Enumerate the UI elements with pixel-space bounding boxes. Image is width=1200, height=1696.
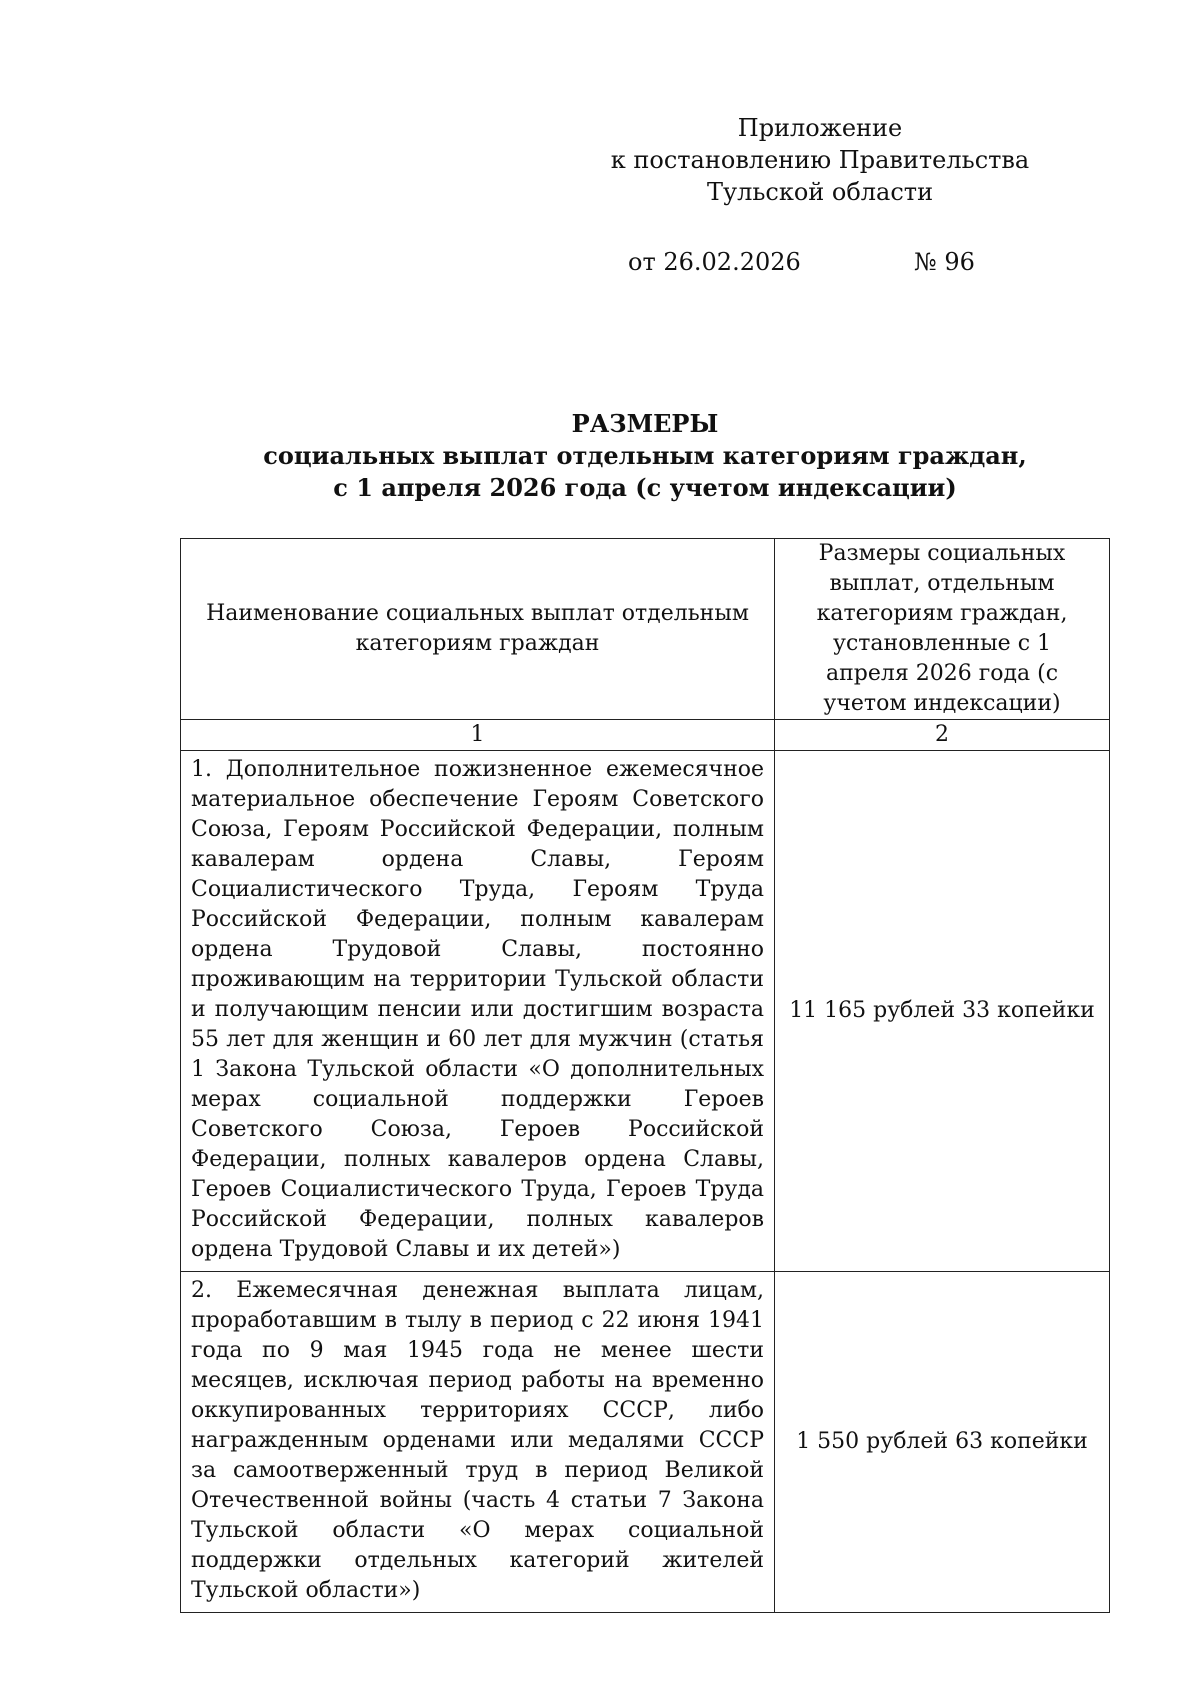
payment-amount: 1 550 рублей 63 копейки [775,1272,1110,1613]
payment-amount: 11 165 рублей 33 копейки [775,751,1110,1272]
title-line-2: социальных выплат отдельным категориям граждан, [263,441,1027,470]
appendix-header [560,112,1080,208]
document-title [180,408,1110,504]
table-row [181,751,1110,1272]
table-row [181,1272,1110,1613]
appendix-line-1: Приложение [737,114,903,142]
column-number-row [181,720,1110,751]
payment-description: 2. Ежемесячная денежная выплата лицам, проработавшим в тылу в период с 22 июня 1941 года по 9 мая 1945 года не менее шести месяцев, исключая период работы на временно оккупированных территориях СССР, либо награжденным орденами или медалями СССР за самоотверженный труд в период Великой Отечественной войны (часть 4 статьи 7 Закона Тульской области «О мерах социальной поддержки отдельных категорий жителей Тульской области») [181,1272,775,1613]
decree-date: от 26.02.2026 [628,248,801,276]
column-number-1: 1 [181,720,775,751]
payment-description: 1. Дополнительное пожизненное ежемесячное материальное обеспечение Героям Советского Союза, Героям Российской Федерации, полным кавалерам ордена Славы, Героям Социалистического Труда, Героям Труда Российской Федерации, полным кавалерам ордена Трудовой Славы, постоянно проживающим на территории Тульской области и получающим пенсии или достигшим возраста 55 лет для женщин и 60 лет для мужчин (статья 1 Закона Тульской области «О дополнительных мерах социальной поддержки Героев Советского Союза, Героев Российской Федерации, полных кавалеров ордена Славы, Героев Социалистического Труда, Героев Труда Российской Федерации, полных кавалеров ордена Трудовой Славы и их детей») [181,751,775,1272]
payments-table [180,538,1110,1613]
appendix-line-2: к постановлению Правительства [610,146,1030,174]
appendix-line-3: Тульской области [706,178,934,206]
title-line-3: с 1 апреля 2026 года (с учетом индексации) [333,473,957,502]
title-line-1: РАЗМЕРЫ [571,409,719,438]
header-col-1: Наименование социальных выплат отдельным категориям граждан [181,539,775,720]
header-col-2: Размеры социальных выплат, отдельным категориям граждан, установленные с 1 апреля 2026 года (с учетом индексации) [775,539,1110,720]
decree-number: № 96 [914,248,975,276]
column-number-2: 2 [775,720,1110,751]
table-header-row [181,539,1110,720]
